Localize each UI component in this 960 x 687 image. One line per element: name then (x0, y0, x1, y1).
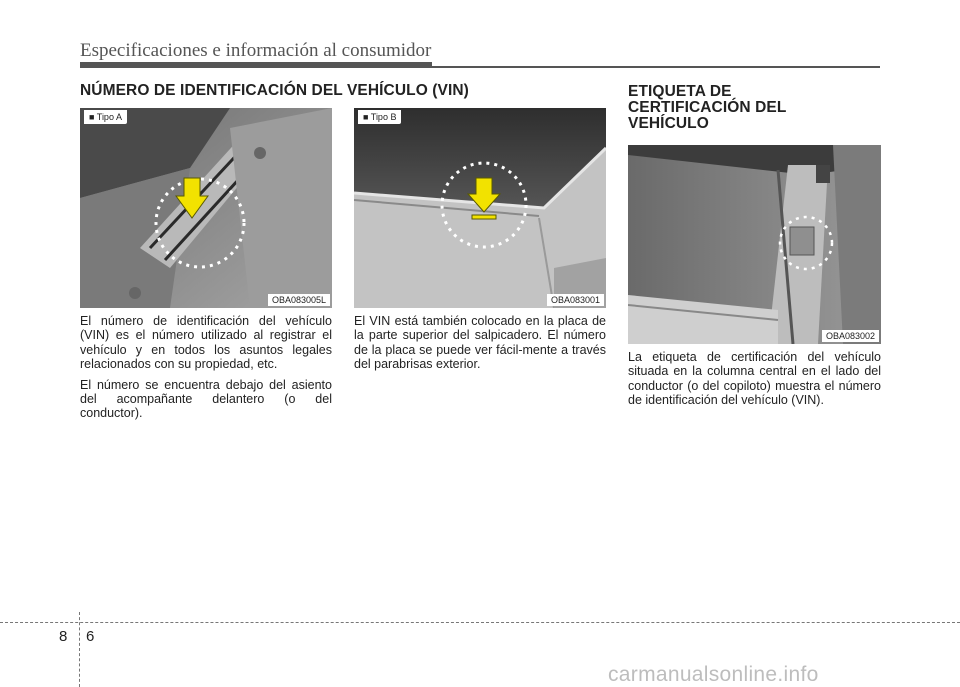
page-header-title: Especificaciones e información al consumidor (80, 40, 432, 61)
watermark: carmanualsonline.info (608, 663, 819, 686)
vin-location-photo-type-b (354, 108, 606, 308)
photo-code: OBA083001 (547, 294, 604, 306)
vin-location-photo-type-a (80, 108, 332, 308)
page-number: 6 (86, 628, 95, 645)
footer-rule (0, 622, 960, 623)
certification-label-text (628, 350, 881, 414)
paragraph: El VIN está también colocado en la placa de la parte superior del salpicadero. El número de la placa se puede ver fácil-mente a través del parabrisas exterior. (354, 314, 606, 372)
certification-heading-line: CERTIFICACIÓN DEL (628, 99, 787, 116)
certification-heading-line: ETIQUETA DE (628, 83, 732, 100)
paragraph: La etiqueta de certificación del vehículo situada en la columna central en el lado del conductor (o del copiloto) muestra el número de identificación del vehículo (VIN). (628, 350, 881, 408)
photo-code: OBA083005L (268, 294, 330, 306)
header-rule-thin (432, 66, 880, 68)
certification-label-photo (628, 145, 881, 344)
vin-description-text (80, 314, 332, 427)
door-pillar-illustration (628, 145, 881, 344)
vin-dashboard-text (354, 314, 606, 378)
photo-type-b-tag: ■ Tipo B (358, 110, 401, 124)
chapter-number: 8 (59, 628, 68, 645)
paragraph: El número de identificación del vehículo (VIN) es el número utilizado al registrar el vehículo y en todos los asuntos legales relacionados con su propiedad, etc. (80, 314, 332, 372)
certification-heading (628, 84, 878, 132)
seat-rail-illustration (80, 108, 332, 308)
photo-type-a-tag: ■ Tipo A (84, 110, 127, 124)
header-rule (80, 62, 432, 68)
vin-heading: NÚMERO DE IDENTIFICACIÓN DEL VEHÍCULO (VIN) (80, 82, 469, 99)
photo-code: OBA083002 (822, 330, 879, 342)
certification-heading-line: VEHÍCULO (628, 115, 709, 132)
footer-divider (79, 612, 80, 687)
paragraph: El número se encuentra debajo del asiento del acompañante delantero (o del conductor). (80, 377, 332, 421)
windshield-illustration (354, 108, 606, 308)
